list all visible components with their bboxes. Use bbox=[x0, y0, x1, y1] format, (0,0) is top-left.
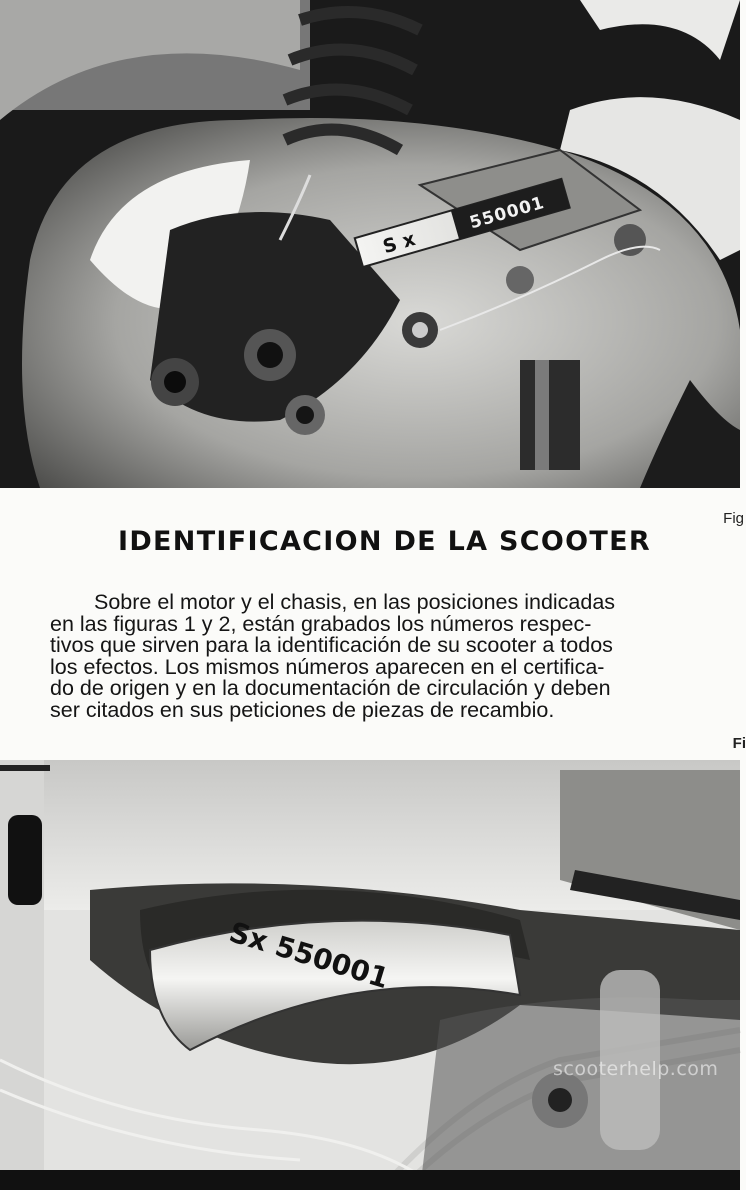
chassis-number: Sx 550001 bbox=[225, 915, 393, 996]
figure-label-2: Fi bbox=[732, 735, 746, 752]
paragraph-line: Sobre el motor y el chasis, en las posiciones indicadas bbox=[94, 590, 616, 614]
watermark-text: scooterhelp.com bbox=[553, 1058, 719, 1080]
engine-photo bbox=[0, 0, 740, 488]
figure-label-1: Fig bbox=[723, 510, 744, 527]
paragraph-line: ser citados en sus peticiones de piezas de recambio. bbox=[50, 697, 555, 722]
body-paragraph bbox=[50, 592, 746, 721]
paragraph-line: do de origen y en la documentación de circulación y deben bbox=[50, 676, 611, 700]
paragraph-line: tivos que sirven para la identificación de su scooter a todos bbox=[50, 633, 613, 657]
engine-number-prefix: S x bbox=[380, 228, 418, 259]
paragraph-line: los efectos. Los mismos números aparecen en el certifica- bbox=[50, 654, 605, 679]
section-title: IDENTIFICACION DE LA SCOOTER bbox=[118, 526, 651, 557]
chassis-photo bbox=[0, 760, 740, 1190]
engine-number: 550001 bbox=[467, 192, 548, 234]
paragraph-line: en las figuras 1 y 2, están grabados los números respec- bbox=[50, 611, 592, 636]
